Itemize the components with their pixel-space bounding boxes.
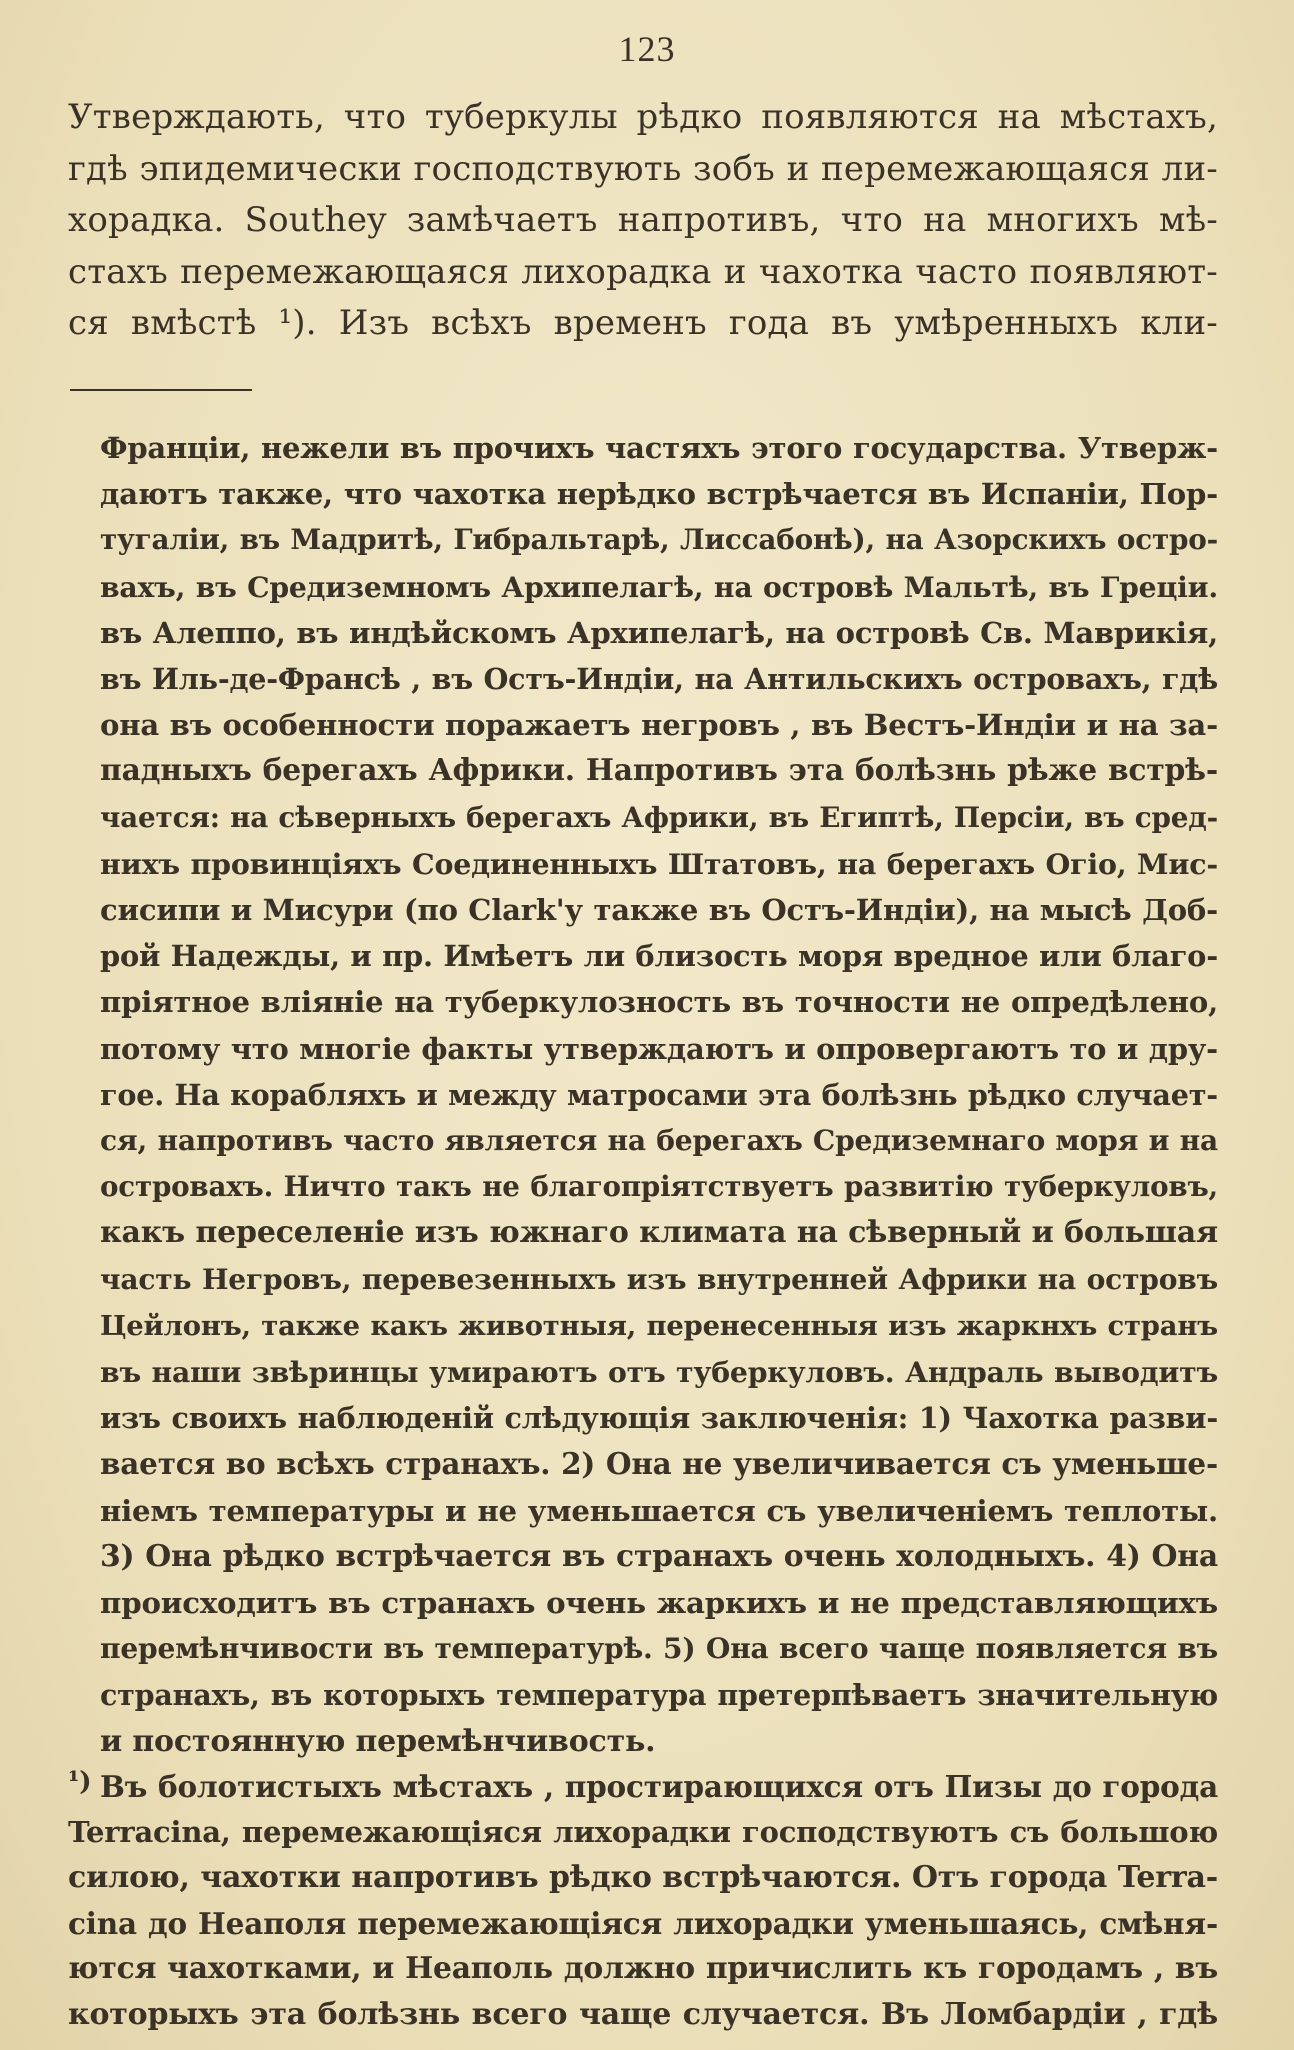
footnote-1 xyxy=(68,1764,1218,2037)
footnote-1-line: силою, чахотки напротивъ рѣдко встрѣчаются. Отъ города Terra- xyxy=(68,1860,1218,1895)
footnote-line: часть Негровъ, перевезенныхъ изъ внутренней Африки на островъ xyxy=(100,1262,1218,1296)
main-text-line: стахъ перемежающаяся лихорадка и чахотка часто появляют- xyxy=(68,251,1218,292)
footnote-line: тугаліи, въ Мадритѣ, Гибральтарѣ, Лиссабонѣ), на Азорскихъ остро- xyxy=(100,523,1218,557)
main-text-line: хорадка. Southey замѣчаетъ напротивъ, что на многихъ мѣ- xyxy=(68,200,1218,240)
footnote-separator-rule xyxy=(70,389,252,391)
footnote-continuation xyxy=(100,425,1218,1765)
page-number: 123 xyxy=(618,29,676,69)
main-text xyxy=(68,92,1218,350)
footnote-1-line: которыхъ эта болѣзнь всего чаще случается. Въ Ломбардіи , гдѣ xyxy=(68,1996,1218,2032)
main-text-line: Утверждають, что туберкулы рѣдко появляются на мѣстахъ, xyxy=(68,97,1218,137)
footnote-line: странахъ, въ которыхъ температура претерпѣваетъ значительную xyxy=(100,1678,1218,1713)
footnote-1-line: cina до Неаполя перемежающіяся лихорадки уменьшаясь, смѣня- xyxy=(68,1905,1218,1941)
footnote-line: въ Алеппо, въ индѣйскомъ Архипелагѣ, на островѣ Св. Маврикія, xyxy=(100,615,1218,650)
footnote-line: изъ своихъ наблюденій слѣдующія заключенія: 1) Чахотка разви- xyxy=(100,1401,1218,1436)
footnote-line: даютъ также, что чахотка нерѣдко встрѣчается въ Испаніи, Пор- xyxy=(100,477,1218,512)
footnote-line: происходитъ въ странахъ очень жаркихъ и не представляющихъ xyxy=(100,1586,1218,1621)
main-text-line: гдѣ эпидемически господствують зобъ и перемежающаяся ли- xyxy=(68,148,1218,189)
footnote-line: она въ особенности поражаетъ негровъ , въ Вестъ-Индіи и на за- xyxy=(100,708,1218,743)
footnote-line: Цейлонъ, также какъ животныя, перенесенныя изъ жаркнхъ странъ xyxy=(100,1309,1218,1342)
footnote-line: вахъ, въ Средиземномъ Архипелагѣ, на островѣ Мальтѣ, въ Греціи. xyxy=(100,569,1218,604)
footnote-line: падныхъ берегахъ Африки. Напротивъ эта болѣзнь рѣже встрѣ- xyxy=(100,753,1218,789)
footnote-1-line: Въ болотистыхъ мѣстахъ , простирающихся отъ Пизы до города xyxy=(100,1769,1218,1804)
footnote-line: пріятное вліяніе на туберкулозность въ точности не опредѣлено, xyxy=(100,985,1218,1020)
footnote-line: вается во всѣхъ странахъ. 2) Она не увеличивается съ уменьше- xyxy=(100,1446,1218,1482)
footnote-line: въ наши звѣринцы умираютъ отъ туберкуловъ. Андраль выводитъ xyxy=(100,1355,1218,1390)
footnote-line: ся, напротивъ часто является на берегахъ Средиземнаго моря и на xyxy=(100,1124,1218,1158)
footnote-line: островахъ. Ничто такъ не благопріятствуетъ развитію туберкуловъ, xyxy=(100,1170,1218,1204)
footnote-line: сисипи и Мисури (по Clark'у также въ Остъ-Индіи), на мысѣ Доб- xyxy=(100,893,1218,928)
footnote-line: потому что многіе факты утверждаютъ и опровергаютъ то и дру- xyxy=(100,1031,1218,1066)
footnote-line: ніемъ температуры и не уменьшается съ увеличеніемъ теплоты. xyxy=(100,1493,1218,1528)
footnote-line: Франціи, нежели въ прочихъ частяхъ этого государства. Утверж- xyxy=(100,431,1218,465)
footnote-line: 3) Она рѣдко встрѣчается въ странахъ очень холодныхъ. 4) Она xyxy=(100,1538,1218,1574)
footnote-line: гое. На корабляхъ и между матросами эта болѣзнь рѣдко случает- xyxy=(100,1077,1218,1112)
footnote-marker: ¹) xyxy=(68,1767,92,1797)
footnote-line: какъ переселеніе изъ южнаго климата на сѣверный и большая xyxy=(100,1215,1218,1251)
footnote-1-line: Terracina, перемежающіяся лихорадки господствуютъ съ большою xyxy=(68,1814,1218,1849)
footnote-line: перемѣнчивости въ температурѣ. 5) Она всего чаще появляется въ xyxy=(100,1632,1218,1666)
footnote-1-line: ются чахотками, и Неаполь должно причислить къ городамъ , въ xyxy=(68,1951,1218,1986)
footnote-line: въ Иль-де-Франсѣ , въ Остъ-Индіи, на Антильскихъ островахъ, гдѣ xyxy=(100,662,1218,697)
footnote-line: чается: на сѣверныхъ берегахъ Африки, въ Египтѣ, Персіи, въ сред- xyxy=(100,800,1218,834)
footnote-line: рой Надежды, и пр. Имѣетъ ли близость моря вредное или благо- xyxy=(100,939,1218,974)
main-text-line: ся вмѣстѣ ¹). Изъ всѣхъ временъ года въ умѣренныхъ кли- xyxy=(68,303,1218,343)
footnote-line: нихъ провинціяхъ Соединенныхъ Штатовъ, на берегахъ Огіо, Мис- xyxy=(100,846,1218,881)
footnote-line: и постоянную перемѣнчивость. xyxy=(100,1723,656,1759)
